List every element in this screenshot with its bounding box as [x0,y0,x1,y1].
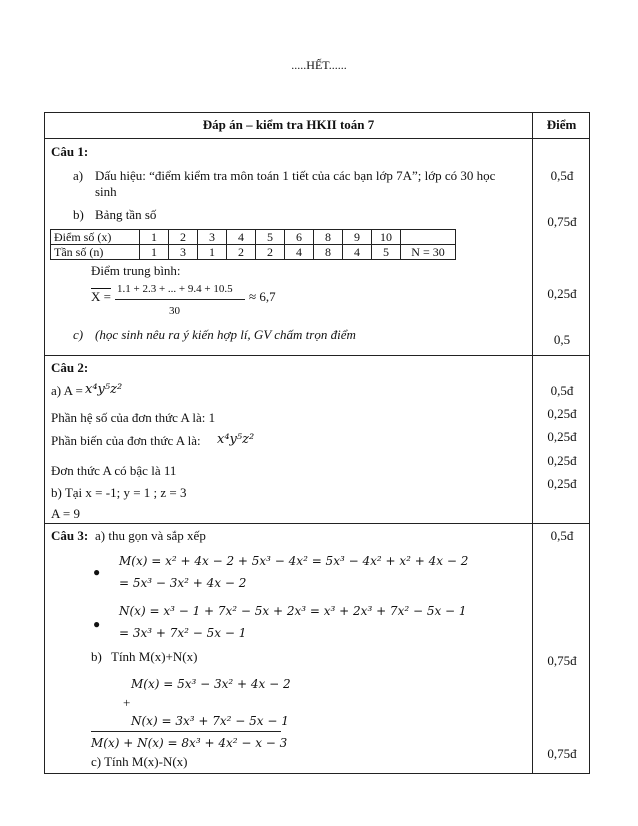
table-cell: 5 [256,230,285,245]
sum-n-line: N(x) = 3x³ + 7x² − 5x − 1 [131,714,289,728]
q2-score: 0,25đ [547,406,577,421]
q1-a-line2: sinh [95,184,117,199]
table-cell: 1 [140,230,169,245]
q1-mean-label: Điểm trung bình: [91,263,181,278]
table-cell: 6 [285,230,314,245]
q3-m-line2: = 5x³ − 3x² + 4x − 2 [119,576,247,590]
q2-coefficient-line: Phần hệ số của đơn thức A là: 1 [51,410,216,425]
q2-b-line: b) Tại x = -1; y = 1 ; z = 3 [51,485,187,500]
q2-a-line: a) A = [51,383,83,398]
q2-score: 0,25đ [547,429,577,444]
table-cell: Tần số (n) [51,245,140,260]
q3-heading: Câu 3: [51,528,89,543]
q2-result-line: A = 9 [51,506,81,521]
q2-score: 0,5đ [550,383,574,398]
q1-a-line1: Dấu hiệu: “điểm kiểm tra môn toán 1 tiết của các bạn lớp 7A”; lớp có 30 học [95,168,496,183]
q3-b-text: Tính M(x)+N(x) [111,649,198,664]
table-cell: N = 30 [401,245,456,260]
q3-m-line1: M(x) = x² + 4x − 2 + 5x³ − 4x² = 5x³ − 4x² + x² + 4x − 2 [119,554,469,568]
table-cell: 4 [227,230,256,245]
column-divider [532,113,533,773]
q1-b-label: b) [73,207,84,222]
q2-divider [45,523,589,524]
table-cell [401,230,456,245]
q2-score: 0,25đ [547,476,577,491]
q3-score: 0,75đ [547,653,577,668]
q1-c-label: c) [73,327,84,342]
mean-denominator: 30 [169,305,180,317]
mean-lhs: X = [91,289,111,304]
bullet-icon: ● [93,565,101,579]
q2-degree-line: Đơn thức A có bậc là 11 [51,463,177,478]
table-cell: 2 [256,245,285,260]
q2-heading: Câu 2: [51,360,89,375]
end-mark: .....HẾT...... [291,58,347,72]
q1-heading: Câu 1: [51,144,89,159]
table-cell: 3 [198,230,227,245]
q3-c-text: c) Tính M(x)-N(x) [91,754,188,769]
q1-a-label: a) [73,168,84,183]
table-cell: 1 [140,245,169,260]
frequency-table [50,229,456,260]
q2-a-expression: x⁴y⁵z² [85,382,123,397]
table-cell: 9 [343,230,372,245]
q3-b-label: b) [91,649,102,664]
table-cell: Điểm số (x) [51,230,140,245]
table-cell: 4 [285,245,314,260]
q1-score: 0,5 [553,332,571,347]
q3-score: 0,5đ [550,528,574,543]
q3-score: 0,75đ [547,746,577,761]
q1-score: 0,75đ [547,214,577,229]
bullet-icon: ● [93,617,101,631]
q2-variable-line: Phần biến của đơn thức A là: [51,433,201,448]
table-cell: 5 [372,245,401,260]
table-cell: 2 [227,245,256,260]
q3-n-line1: N(x) = x³ − 1 + 7x² − 5x + 2x³ = x³ + 2x³ + 7x² − 5x − 1 [119,604,467,618]
sum-m-line: M(x) = 5x³ − 3x² + 4x − 2 [131,677,291,691]
q2-variable-expression: x⁴y⁵z² [217,432,255,447]
q1-score: 0,25đ [547,286,577,301]
q3-n-line2: = 3x³ + 7x² − 5x − 1 [119,626,247,640]
mean-numerator: 1.1 + 2.3 + ... + 9.4 + 10.5 [117,283,233,295]
table-cell: 8 [314,230,343,245]
q2-score: 0,25đ [547,453,577,468]
answer-title: Đáp án – kiểm tra HKII toán 7 [202,117,375,132]
table-cell: 2 [169,230,198,245]
table-cell: 1 [198,245,227,260]
mean-result: ≈ 6,7 [249,289,276,304]
q3-a-text: a) thu gọn và sắp xếp [95,528,206,543]
score-column-header: Điểm [546,117,577,132]
sum-result-line: M(x) + N(x) = 8x³ + 4x² − x − 3 [91,736,288,750]
table-cell: 10 [372,230,401,245]
q1-score: 0,5đ [550,168,574,183]
header-divider [45,138,589,139]
q1-b-text: Bảng tần số [95,207,157,222]
table-cell: 8 [314,245,343,260]
q1-divider [45,355,589,356]
q1-c-text: (học sinh nêu ra ý kiến hợp lí, GV chấm trọn điểm [95,327,356,342]
table-row-scores [51,230,456,245]
table-cell: 4 [343,245,372,260]
sum-underline [91,731,281,732]
fraction-bar [115,299,245,300]
sum-plus-sign: + [123,695,131,710]
table-cell: 3 [169,245,198,260]
answer-key-table [44,112,590,774]
table-row-frequency [51,245,456,260]
